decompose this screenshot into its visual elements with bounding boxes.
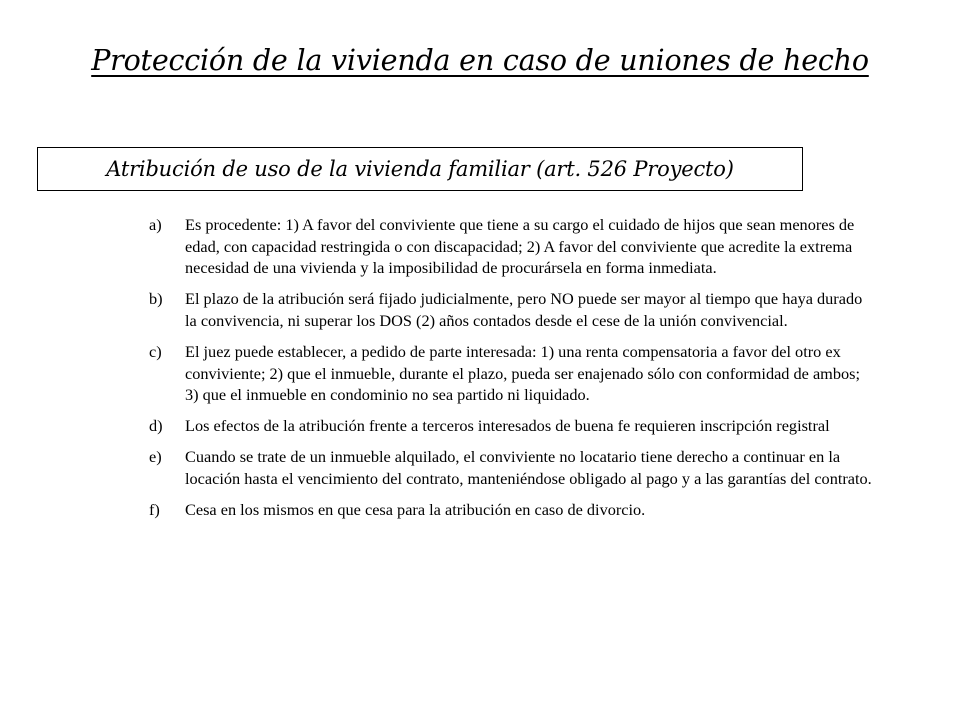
subtitle-box (37, 147, 803, 191)
list-marker: a) (149, 215, 162, 234)
subtitle-text: Atribución de uso de la vivienda familiar (art. 526 Proyecto) (106, 157, 734, 181)
list-item-text: Cuando se trate de un inmueble alquilado, el conviviente no locatario tiene derecho a continuar en la locación hasta el vencimiento del contrato, manteniéndose obligado al pago y a las garantías del contrato. (185, 447, 872, 488)
list-marker: b) (149, 289, 163, 309)
list-item-e (149, 446, 875, 489)
list-marker: e) (149, 447, 162, 467)
list-marker: d) (149, 416, 163, 436)
list-item-c (149, 341, 875, 406)
list-marker: c) (149, 341, 162, 361)
list-item-b (149, 288, 875, 331)
list-item-a (149, 214, 875, 279)
list-item-text: El plazo de la atribución será fijado judicialmente, pero NO puede ser mayor al tiempo que haya durado la convivencia, ni superar los DOS (2) años contados desde el cese de la unión convivencial. (185, 289, 863, 330)
list-item-f (149, 499, 875, 521)
list-item-text: Es procedente: 1) A favor del conviviente que tiene a su cargo el cuidado de hijos que sean menores de edad, con capacidad restringida o con discapacidad; 2) A favor del conviviente que acredite la extrema necesidad de una vivienda y la imposibilidad de procurársela en forma inmediata. (185, 215, 855, 278)
items-list (149, 214, 875, 530)
list-marker: f) (149, 500, 160, 520)
slide-title: Protección de la vivienda en caso de uniones de hecho (91, 44, 869, 77)
list-item-text: Los efectos de la atribución frente a terceros interesados de buena fe requieren inscripción registral (185, 416, 830, 436)
list-item-d (149, 415, 875, 437)
list-item-text: Cesa en los mismos en que cesa para la atribución en caso de divorcio. (185, 500, 646, 520)
list-item-text: El juez puede establecer, a pedido de parte interesada: 1) una renta compensatoria a favor del otro ex conviviente; 2) que el inmueble, durante el plazo, pueda ser enajenado sólo con conformidad de ambos; 3) que el inmueble en condominio no sea partido ni liquidado. (185, 341, 860, 405)
